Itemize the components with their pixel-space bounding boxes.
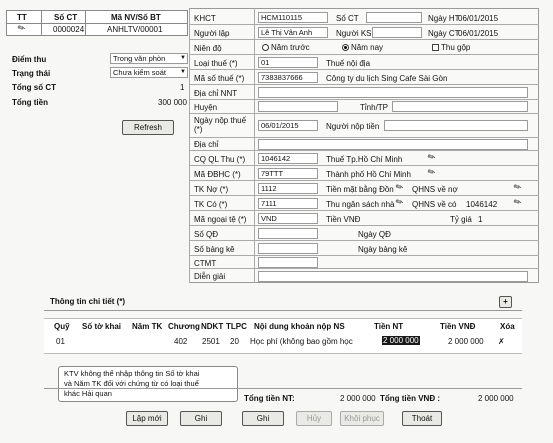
checkbox-icon [432,44,439,51]
tong-so-ct-label: Tổng số CT [12,83,56,92]
cell-ndkt[interactable]: 2501 [202,337,220,346]
row-so-ct[interactable]: 0000024 [53,25,85,34]
edit-pencil-icon[interactable]: ✎ [511,195,524,209]
chevron-down-icon: ▼ [180,69,186,75]
qhns-ve-no-label: QHNS về nợ [412,185,458,194]
col-header-ndkt: NDKT [201,322,224,331]
diem-thu-select[interactable]: Trong văn phòn ▼ [110,53,188,64]
tong-tien-value: 300 000 [158,98,187,107]
ctmt-label: CTMT [194,259,217,268]
tk-no-text: Tiền mặt bằng Đồn [326,185,394,194]
tk-co-text: Thu ngân sách nhà [326,200,395,209]
ctmt-field[interactable] [258,257,318,268]
tong-so-ct-value: 1 [180,83,185,92]
col-header-chuong: Chương [168,322,200,331]
delete-row-icon[interactable]: ✗ [498,337,505,346]
add-row-button[interactable]: + [499,296,512,308]
dia-chi-nnt-field[interactable] [258,87,528,98]
ty-gia-label: Tỷ giá [450,215,472,224]
row-ma-nv[interactable]: ANHLTV/00001 [107,25,163,34]
refresh-button[interactable]: Refresh [122,120,174,135]
nguoi-nop-field[interactable] [384,120,528,131]
thoat-button[interactable]: Thoát [402,411,442,426]
tooltip: KTV không thể nhập thông tin Số tờ khai và Năm TK đối với chứng từ có loại thuế khác Hải quan [58,366,238,402]
huyen-label: Huyện [194,103,218,112]
cell-noi-dung[interactable]: Học phí (không bao gồm học [250,337,353,346]
nguoi-lap-label: Người lập [194,29,230,38]
edit-pencil-icon[interactable]: ✎ [425,165,438,179]
lap-moi-button[interactable]: Lập mới [126,411,168,426]
dien-giai-label: Diễn giải [194,272,226,281]
nam-truoc-radio[interactable]: Năm trước [262,43,310,52]
dia-chi-field[interactable] [258,139,528,150]
ngay-bang-ke-label: Ngày bảng kê [358,245,408,254]
qhns-ve-co-label: QHNS về có [412,200,457,209]
trang-thai-select[interactable]: Chưa kiểm soát ▼ [110,67,188,78]
cell-quy[interactable]: 01 [56,337,65,346]
edit-pencil-icon[interactable]: ✎ [393,195,406,209]
col-header-so-ct: Số CT [54,13,78,22]
col-header-noi-dung: Nội dung khoản nộp NS [254,322,345,331]
ghi-second-button[interactable]: Ghi [242,411,284,426]
tk-no-field[interactable]: 1112 [258,183,318,194]
tinh-label: Tỉnh/TP [360,103,389,112]
chevron-down-icon: ▼ [180,55,186,61]
tinh-field[interactable] [392,101,528,112]
mst-label: Mã số thuế (*) [194,74,245,83]
cell-chuong[interactable]: 402 [174,337,188,346]
dbhc-field[interactable]: 79TTT [258,168,318,179]
ngay-qd-label: Ngày QĐ [358,230,391,239]
nguoi-nop-label: Người nộp tiền [326,122,380,131]
detail-table [44,318,522,354]
cq-ql-text: Thuế Tp.Hồ Chí Minh [326,155,403,164]
edit-pencil-icon[interactable]: ✎ [511,180,524,194]
nien-do-label: Niên độ [194,44,222,53]
ngay-ct-label: Ngày CT [428,29,460,38]
radio-selected-icon [342,44,349,51]
diem-thu-label: Điểm thu [12,55,47,64]
col-header-tlpc: TLPC [226,322,247,331]
col-header-tt: TT [17,13,27,22]
ngoai-te-label: Mã ngoại tệ (*) [194,215,247,224]
tong-tien-nt-label: Tổng tiền NT: [244,394,295,403]
so-ct-field[interactable] [366,12,422,23]
nguoi-lap-field[interactable]: Lê Thị Vân Anh [258,27,328,38]
edit-pencil-icon[interactable]: ✎ [15,21,28,35]
so-bang-ke-field[interactable] [258,243,318,254]
dien-giai-field[interactable] [258,271,528,282]
tien-vnd-label: Tiền VNĐ [326,215,361,224]
cq-ql-label: CQ QL Thu (*) [194,155,246,164]
khct-label: KHCT [194,14,216,23]
khac-phuc-button[interactable]: Khôi phục [340,411,384,426]
tong-tien-label: Tổng tiền [12,98,48,107]
ngay-ht-value: 06/01/2015 [458,14,499,23]
col-header-xoa: Xóa [500,322,515,331]
ngay-nop-field[interactable]: 06/01/2015 [258,120,318,131]
dia-chi-nnt-label: Địa chỉ NNT [194,89,238,98]
nguoi-ks-label: Người KS [336,29,372,38]
nguoi-ks-field[interactable] [372,27,422,38]
so-qd-field[interactable] [258,228,318,239]
detail-title: Thông tin chi tiết (*) [50,297,126,306]
ghi-button[interactable]: Ghi [180,411,222,426]
cell-tien-vnd[interactable]: 2 000 000 [448,337,484,346]
ngoai-te-field[interactable]: VND [258,213,318,224]
huy-button[interactable]: Hủy [296,411,332,426]
tk-no-label: TK Nợ (*) [194,185,229,194]
so-ct-label: Số CT [336,14,359,23]
so-bang-ke-label: Số bảng kê [194,245,235,254]
dbhc-text: Thành phố Hồ Chí Minh [326,170,411,179]
tk-co-field[interactable]: 7111 [258,198,318,209]
tong-tien-nt-value: 2 000 000 [340,394,376,403]
radio-icon [262,44,269,51]
thu-gop-checkbox[interactable]: Thu gộp [432,43,470,52]
cell-tien-nt[interactable]: 2 000 000 [383,336,419,345]
tong-tien-vnd-value: 2 000 000 [478,394,514,403]
tong-tien-vnd-label: Tổng tiền VNĐ : [380,394,440,403]
loai-thue-field[interactable]: 01 [258,57,318,68]
ngay-ct-value: 06/01/2015 [458,29,499,38]
mst-field[interactable]: 7383837666 [258,72,318,83]
ngay-ht-label: Ngày HT [428,14,460,23]
loai-thue-label: Loại thuế (*) [194,59,238,68]
cq-ql-field[interactable]: 1046142 [258,153,318,164]
huyen-field[interactable] [258,101,338,112]
col-header-quy: Quỹ [54,322,70,331]
trang-thai-label: Trạng thái [12,69,51,78]
mst-text: Công ty du lịch Sing Cafe Sài Gòn [326,74,448,83]
khct-field[interactable]: HCM110115 [258,12,328,23]
ngay-nop-label: Ngày nộp thuế (*) [194,116,247,134]
ty-gia-value: 1 [478,215,483,224]
nam-nay-radio[interactable]: Năm nay [342,43,383,52]
edit-pencil-icon[interactable]: ✎ [393,180,406,194]
col-header-tien-vnd: Tiền VNĐ [440,322,476,331]
col-header-ma-nv: Mã NV/Số BT [111,13,161,22]
document-list-table [6,10,188,36]
dbhc-label: Mã ĐBHC (*) [194,170,241,179]
dia-chi-label: Địa chỉ [194,140,219,149]
tk-co-label: TK Có (*) [194,200,228,209]
col-header-nam-tk: Năm TK [132,322,163,331]
so-qd-label: Số QĐ [194,230,219,239]
loai-thue-text: Thuế nội địa [326,59,371,68]
edit-pencil-icon[interactable]: ✎ [425,150,438,164]
qhns-ve-co-value: 1046142 [466,200,498,209]
col-header-so-to-khai: Số tờ khai [82,322,122,331]
cell-tlpc[interactable]: 20 [230,337,239,346]
col-header-tien-nt: Tiền NT [374,322,404,331]
